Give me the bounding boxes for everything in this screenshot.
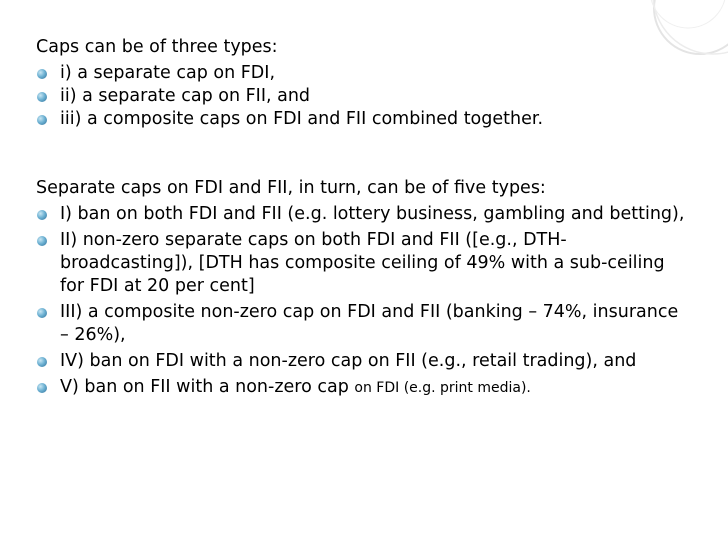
list-item-text: i) a separate cap on FDI, bbox=[60, 63, 276, 83]
slide-content bbox=[36, 36, 686, 400]
list-item bbox=[36, 301, 686, 347]
bullet-icon bbox=[37, 357, 47, 367]
bullet-icon bbox=[37, 69, 47, 79]
bullet-icon bbox=[37, 210, 47, 220]
list-item bbox=[36, 108, 686, 131]
list-item-text: IV) ban on FDI with a non-zero cap on FII (e.g., retail trading), and bbox=[60, 351, 637, 371]
list-item-text: I) ban on both FDI and FII (e.g. lottery business, gambling and betting), bbox=[60, 204, 685, 224]
list-item-text: III) a composite non-zero cap on FDI and FII (banking – 74%, insurance – 26%), bbox=[60, 302, 679, 345]
list-item bbox=[36, 62, 686, 85]
second-list bbox=[36, 203, 686, 400]
list-item-text-small: on FDI (e.g. print media). bbox=[354, 380, 531, 396]
spacer bbox=[36, 131, 686, 177]
list-item-text: ii) a separate cap on FII, and bbox=[60, 86, 311, 106]
list-item bbox=[36, 85, 686, 108]
list-item bbox=[36, 229, 686, 298]
bullet-icon bbox=[37, 115, 47, 125]
bullet-icon bbox=[37, 92, 47, 102]
list-item bbox=[36, 376, 686, 400]
bullet-icon bbox=[37, 383, 47, 393]
first-list bbox=[36, 62, 686, 131]
bullet-icon bbox=[37, 308, 47, 318]
intro-first: Caps can be of three types: bbox=[36, 37, 278, 57]
bullet-icon bbox=[37, 236, 47, 246]
intro-second: Separate caps on FDI and FII, in turn, can be of five types: bbox=[36, 178, 546, 198]
list-item bbox=[36, 350, 686, 373]
list-item-text: iii) a composite caps on FDI and FII combined together. bbox=[60, 109, 544, 129]
list-item bbox=[36, 203, 686, 226]
list-item-text: II) non-zero separate caps on both FDI and FII ([e.g., DTH-broadcasting]), [DTH has composite ceiling of 49% with a sub-ceiling for FDI at 20 per cent] bbox=[60, 230, 665, 296]
list-item-text-main: V) ban on FII with a non-zero cap bbox=[60, 377, 355, 397]
